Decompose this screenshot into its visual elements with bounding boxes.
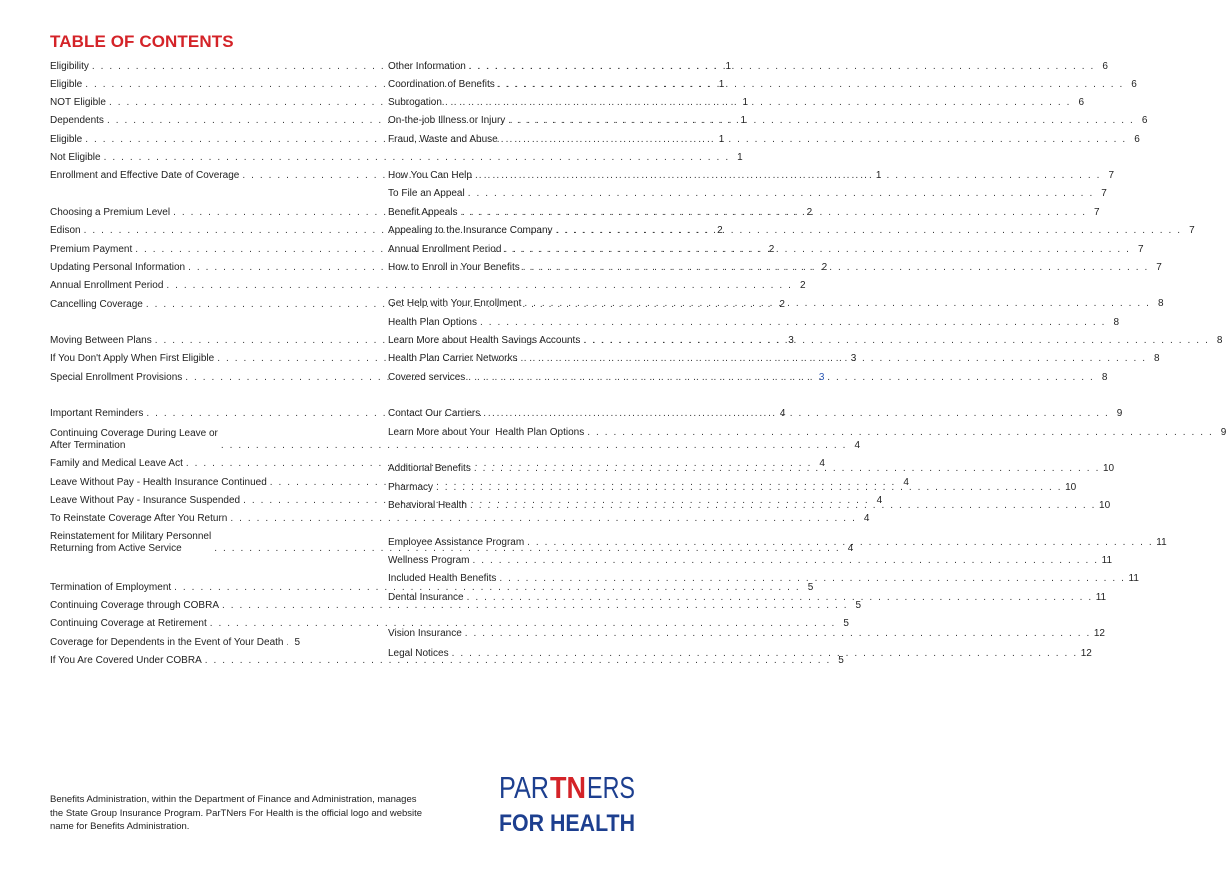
toc-entry-label: Termination of Employment	[50, 582, 172, 593]
toc-page-number: 4	[863, 513, 870, 524]
toc-entry-label: If You Don't Apply When First Eligible	[50, 353, 215, 364]
toc-page-number: 8	[1157, 298, 1164, 309]
toc-entry[interactable]	[388, 628, 1105, 640]
toc-entry-label: Eligibility	[50, 61, 89, 72]
toc-page-number: 1	[718, 79, 725, 90]
toc-entry-label: Annual Enrollment Period	[50, 280, 164, 291]
toc-dot-leader	[499, 573, 1125, 585]
toc-entry-label: Dental Insurance	[388, 592, 464, 603]
toc-entry[interactable]	[388, 372, 1108, 384]
toc-page-number: 12	[1080, 648, 1092, 659]
toc-page-number: 8	[1113, 317, 1120, 328]
toc-page-number: 7	[1094, 207, 1100, 218]
toc-entry-label: Coverage for Dependents in the Event of Your Death	[50, 637, 284, 648]
toc-dot-leader	[498, 79, 1124, 91]
toc-entry-label: Annual Enrollment Period	[388, 244, 502, 255]
toc-entry-label: Dependents	[50, 115, 104, 126]
toc-entry-label: Legal Notices	[388, 648, 449, 659]
toc-page-number: 2	[779, 299, 785, 310]
toc-entry[interactable]	[388, 97, 1085, 109]
toc-dot-leader	[521, 353, 1147, 365]
toc-entry-label: Family and Medical Leave Act	[50, 458, 183, 469]
toc-entry-label: Updating Personal Information	[50, 262, 186, 273]
toc-dot-leader	[473, 555, 1099, 567]
toc-entry[interactable]	[388, 555, 1113, 567]
toc-page-number: 11	[1101, 555, 1113, 566]
toc-entry-label: Health Plan Options	[388, 317, 477, 328]
toc-entry[interactable]	[388, 61, 1108, 73]
toc-entry[interactable]	[50, 618, 849, 630]
toc-entry[interactable]	[388, 244, 1144, 256]
toc-page-number: 9	[1220, 427, 1226, 438]
toc-entry-label: If You Are Covered Under COBRA	[50, 655, 202, 666]
toc-dot-leader	[221, 440, 847, 452]
toc-entry-label: Not Eligible	[50, 152, 101, 163]
toc-entry[interactable]	[388, 79, 1137, 91]
footer-note: Benefits Administration, within the Department of Finance and Administration, manages the State Group Insurance Program. ParTNers For Health is the official logo and website name for Benefits Administration.	[50, 794, 423, 832]
toc-page-number: 6	[1102, 61, 1108, 72]
toc-entry-label: Choosing a Premium Level	[50, 207, 171, 218]
toc-entry-label: Contact Our Carriers	[388, 408, 481, 419]
toc-dot-leader	[104, 152, 730, 164]
toc-entry-label: Enrollment and Effective Date of Coverage	[50, 170, 240, 181]
toc-page-number: 2	[717, 225, 723, 236]
toc-entry-label: How to Enroll in Your Benefits	[388, 262, 520, 273]
toc-entry[interactable]	[50, 655, 844, 667]
toc-page-number: 4	[903, 477, 909, 488]
toc-page-number: 5	[807, 582, 814, 593]
toc-page-number: 3	[850, 353, 857, 364]
toc-entry-label-line1: Reinstatement for Military Personnel	[50, 531, 212, 542]
toc-page-number: 2	[806, 207, 813, 218]
toc-page-number: 3	[788, 335, 794, 346]
toc-entry-label-line2: After Termination	[50, 440, 126, 451]
toc-dot-leader	[501, 134, 1127, 146]
toc-page-number: 7	[1189, 225, 1195, 236]
toc-entry-label: Continuing Coverage at Retirement	[50, 618, 207, 629]
toc-page-number: 10	[1102, 463, 1115, 474]
toc-dot-leader	[504, 244, 1130, 256]
toc-dot-leader	[523, 262, 1149, 274]
toc-entry[interactable]	[388, 207, 1100, 219]
toc-page-number: 2	[799, 280, 806, 291]
toc-dot-leader	[587, 427, 1213, 439]
toc-page-number: 2	[768, 244, 775, 255]
toc-dot-leader	[436, 482, 1062, 494]
toc-page-number: 7	[1156, 262, 1162, 273]
toc-page-number: 1	[875, 170, 882, 181]
toc-entry[interactable]	[388, 317, 1120, 329]
toc-entry-label: Included Health Benefits	[388, 573, 497, 584]
toc-entry-label	[50, 531, 211, 555]
toc-entry-label: Important Reminders	[50, 408, 144, 419]
toc-entry-label: To Reinstate Coverage After You Return	[50, 513, 228, 524]
toc-page-number: 10	[1065, 482, 1077, 493]
toc-page-number: 12	[1093, 628, 1105, 639]
toc-page-number: 1	[725, 61, 732, 72]
toc-entry-label-line1: Continuing Coverage During Leave or	[50, 428, 218, 439]
toc-entry-label: Eligible	[50, 134, 83, 145]
toc-page-number: 5	[855, 600, 862, 611]
toc-entry-label: On-the-job Illness or Injury	[388, 115, 506, 126]
toc-page-number: 7	[1137, 244, 1144, 255]
toc-entry[interactable]	[50, 600, 862, 612]
toc-page-number: 8	[1216, 335, 1223, 346]
page-title: TABLE OF CONTENTS	[50, 32, 234, 51]
toc-page-number: 10	[1099, 500, 1111, 511]
toc-entry-label: Vision Insurance	[388, 628, 462, 639]
toc-page-number: 8	[1154, 353, 1160, 364]
toc-dot-leader	[483, 408, 1109, 420]
toc-page-number: 4	[819, 458, 825, 469]
toc-entry-label: Premium Payment	[50, 244, 133, 255]
toc-entry[interactable]	[388, 463, 1115, 475]
toc-entry-label: Moving Between Plans	[50, 335, 152, 346]
toc-dot-leader	[470, 500, 1096, 512]
toc-entry-label: Edison	[50, 225, 81, 236]
toc-entry[interactable]	[388, 500, 1111, 512]
toc-entry-label: Appealing to the Insurance Company	[388, 225, 553, 236]
toc-entry-label: How You Can Help	[388, 170, 472, 181]
toc-page-number: 6	[1141, 115, 1148, 126]
toc-page-number: 2	[821, 262, 828, 273]
toc-entry[interactable]	[388, 335, 1223, 347]
logo-ers: ERS	[587, 770, 635, 805]
toc-dot-leader	[480, 317, 1106, 329]
toc-entry-label: NOT Eligible	[50, 97, 106, 108]
toc-page-number: 4	[779, 408, 786, 419]
toc-entry-label: Fraud, Waste and Abuse	[388, 134, 498, 145]
toc-entry-label: To File an Appeal	[388, 188, 465, 199]
toc-entry-label: Additional Benefits	[388, 463, 471, 474]
toc-entry[interactable]	[388, 262, 1162, 274]
toc-page-number: 9	[1116, 408, 1123, 419]
toc-entry[interactable]	[388, 298, 1164, 310]
toc-dot-leader	[465, 628, 1091, 640]
toc-entry-label: Learn More about Your Health Plan Options	[388, 427, 585, 438]
toc-entry-label: Leave Without Pay - Insurance Suspended	[50, 495, 241, 506]
toc-entry[interactable]	[388, 592, 1107, 604]
toc-entry[interactable]	[388, 537, 1167, 549]
toc-page-number: 1	[737, 152, 743, 163]
toc-dot-leader	[467, 592, 1093, 604]
logo-for-health: FOR HEALTH	[499, 810, 635, 837]
toc-entry[interactable]	[388, 573, 1139, 585]
toc-entry[interactable]	[388, 408, 1123, 420]
toc-page-number: 11	[1128, 573, 1139, 584]
toc-entry[interactable]	[388, 170, 1115, 182]
toc-dot-leader	[527, 537, 1153, 549]
toc-entry[interactable]	[388, 648, 1092, 660]
toc-page-number: 1	[718, 134, 725, 145]
toc-page-number: 8	[1101, 372, 1108, 383]
toc-dot-leader	[583, 335, 1209, 347]
toc-dot-leader	[508, 115, 1134, 127]
toc-page-number: 5	[294, 637, 300, 648]
toc-dot-leader	[166, 280, 792, 292]
toc-page-number: 7	[1108, 170, 1115, 181]
toc-page-number: 6	[1131, 79, 1137, 90]
toc-dot-leader	[445, 97, 1071, 109]
toc-entry-label: Special Enrollment Provisions	[50, 372, 183, 383]
toc-page-number: 4	[854, 440, 860, 451]
toc-page-number: 1	[740, 115, 747, 126]
toc-entry-label: Eligible	[50, 79, 83, 90]
toc-entry-label: Coordination of Benefits	[388, 79, 495, 90]
toc-page-number: 1	[742, 97, 749, 108]
toc-entry-label: Other Information	[388, 61, 466, 72]
toc-entry-label: Wellness Program	[388, 555, 470, 566]
toc-entry-label: Health Plan Carrier Networks	[388, 353, 518, 364]
toc-entry-label: Subrogation	[388, 97, 442, 108]
toc-dot-leader	[524, 298, 1150, 310]
toc-page-number: 5	[843, 618, 849, 629]
toc-entry-label: Covered services	[388, 372, 466, 383]
toc-page-number: 11	[1095, 592, 1107, 603]
toc-entry-label: Get Help with Your Enrollment	[388, 298, 522, 309]
toc-dot-leader	[230, 513, 856, 525]
toc-entry-label: Cancelling Coverage	[50, 299, 143, 310]
toc-entry-label: Benefit Appeals	[388, 207, 458, 218]
toc-dot-leader	[468, 372, 1094, 384]
toc-page-number: 5	[838, 655, 844, 666]
toc-entry[interactable]	[388, 225, 1195, 237]
toc-page-number: 4	[847, 543, 854, 554]
logo-tn: TN	[550, 770, 586, 805]
toc-entry[interactable]	[388, 188, 1107, 200]
toc-entry[interactable]	[388, 353, 1160, 365]
toc-entry[interactable]	[388, 427, 1226, 439]
toc-entry[interactable]	[388, 482, 1077, 494]
toc-dot-leader	[556, 225, 1182, 237]
logo-par: PAR	[499, 770, 549, 805]
toc-entry[interactable]	[388, 115, 1148, 127]
toc-entry[interactable]	[50, 637, 300, 649]
toc-entry-label	[50, 428, 218, 452]
partners-for-health-logo	[497, 768, 637, 837]
toc-entry-label: Employee Assistance Program	[388, 537, 525, 548]
toc-page-number: 6	[1134, 134, 1140, 145]
toc-entry[interactable]	[50, 513, 870, 525]
toc-page-number: 3	[818, 372, 825, 383]
toc-page-number: 7	[1101, 188, 1107, 199]
toc-entry-label: Behavioral Health	[388, 500, 467, 511]
toc-page-number: 6	[1078, 97, 1085, 108]
toc-dot-leader	[452, 648, 1078, 660]
toc-dot-leader	[468, 188, 1094, 200]
toc-dot-leader	[469, 61, 1095, 73]
toc-entry[interactable]	[50, 280, 806, 292]
toc-dot-leader	[474, 463, 1100, 475]
toc-dot-leader	[475, 170, 1101, 182]
toc-entry-label: Continuing Coverage through COBRA	[50, 600, 219, 611]
toc-entry[interactable]	[50, 152, 743, 164]
toc-page-number: 11	[1156, 537, 1167, 548]
toc-dot-leader	[287, 637, 288, 649]
toc-entry[interactable]	[388, 134, 1140, 146]
toc-entry-label-line2: Returning from Active Service	[50, 543, 182, 554]
toc-entry-label: Leave Without Pay - Health Insurance Continued	[50, 477, 267, 488]
toc-entry[interactable]	[50, 582, 814, 594]
toc-dot-leader	[461, 207, 1087, 219]
toc-page-number: 4	[876, 495, 883, 506]
toc-entry-label: Learn More about Health Savings Accounts	[388, 335, 581, 346]
toc-entry-label: Pharmacy	[388, 482, 434, 493]
